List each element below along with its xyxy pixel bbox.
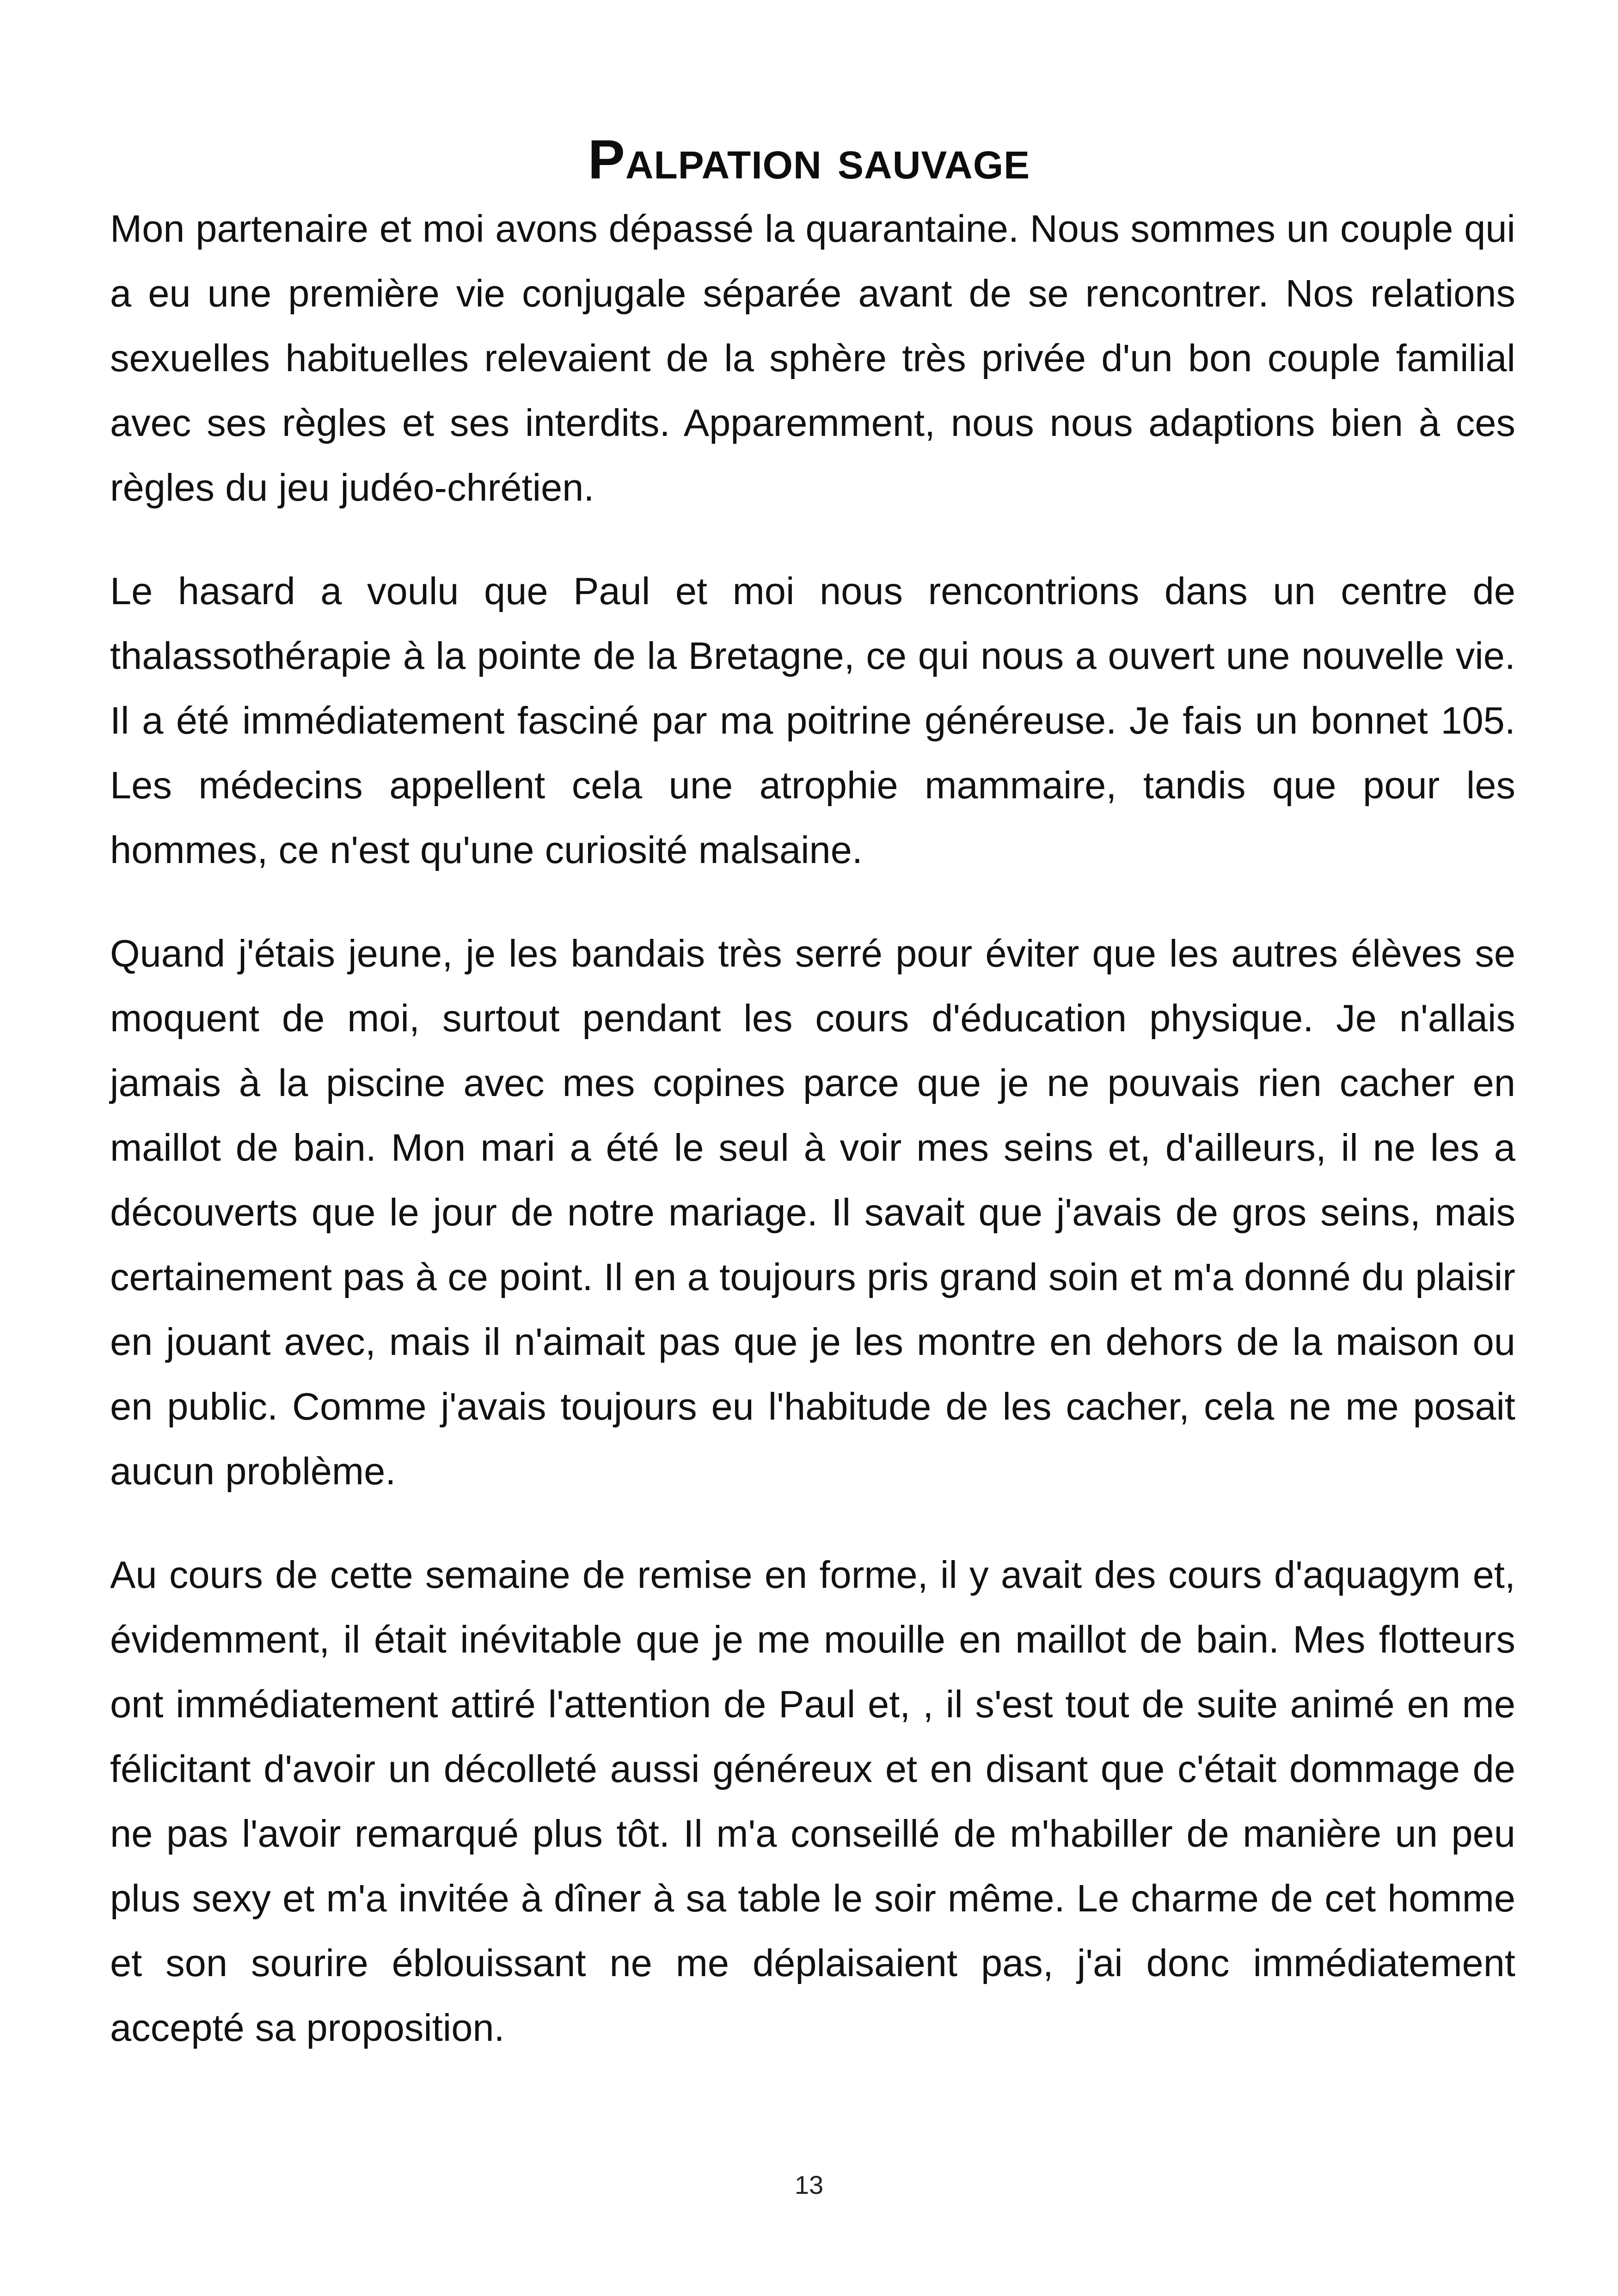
paragraph: Quand j'étais jeune, je les bandais très serré pour éviter que les autres élèves se moquent de moi, surtout pendant les cours d'éducation physique. Je n'allais jamais à la piscine avec mes copines parce que je ne pouvais rien cacher en maillot de bain. Mon mari a été le seul à voir mes seins et, d'ailleurs, il ne les a découverts que le jour de notre mariage. Il savait que j'avais de gros seins, mais certainement pas à ce point. Il en a toujours pris grand soin et m'a donné du plaisir en jouant avec, mais il n'aimait pas que je les montre en dehors de la maison ou en public. Comme j'avais toujours eu l'habitude de les cacher, cela ne me posait aucun problème. [110,932,1515,1493]
paragraph: Au cours de cette semaine de remise en forme, il y avait des cours d'aquagym et, évidemment, il était inévitable que je me mouille en maillot de bain. Mes flotteurs ont immédiatement attiré l'attention de Paul et, , il s'est tout de suite animé en me félicitant d'avoir un décolleté aussi généreux et en disant que c'était dommage de ne pas l'avoir remarqué plus tôt. Il m'a conseillé de m'habiller de manière un peu plus sexy et m'a invitée à dîner à sa table le soir même. Le charme de cet homme et son sourire éblouissant ne me déplaisaient pas, j'ai donc immédiatement accepté sa proposition. [110,1553,1515,2049]
paragraph: Le hasard a voulu que Paul et moi nous rencontrions dans un centre de thalassothérapie à la pointe de la Bretagne, ce qui nous a ouvert une nouvelle vie. Il a été immédiatement fasciné par ma poitrine généreuse. Je fais un bonnet 105. Les médecins appellent cela une atrophie mammaire, tandis que pour les hommes, ce n'est qu'une curiosité malsaine. [110,569,1515,871]
chapter-title: Palpation sauvage [588,129,1030,191]
body-text [110,196,1515,2099]
paragraph: Mon partenaire et moi avons dépassé la quarantaine. Nous sommes un couple qui a eu une première vie conjugale séparée avant de se rencontrer. Nos relations sexuelles habituelles relevaient de la sphère très privée d'un bon couple familial avec ses règles et ses interdits. Apparemment, nous nous adaptions bien à ces règles du jeu judéo-chrétien. [110,207,1515,509]
page-number: 13 [794,2170,824,2199]
